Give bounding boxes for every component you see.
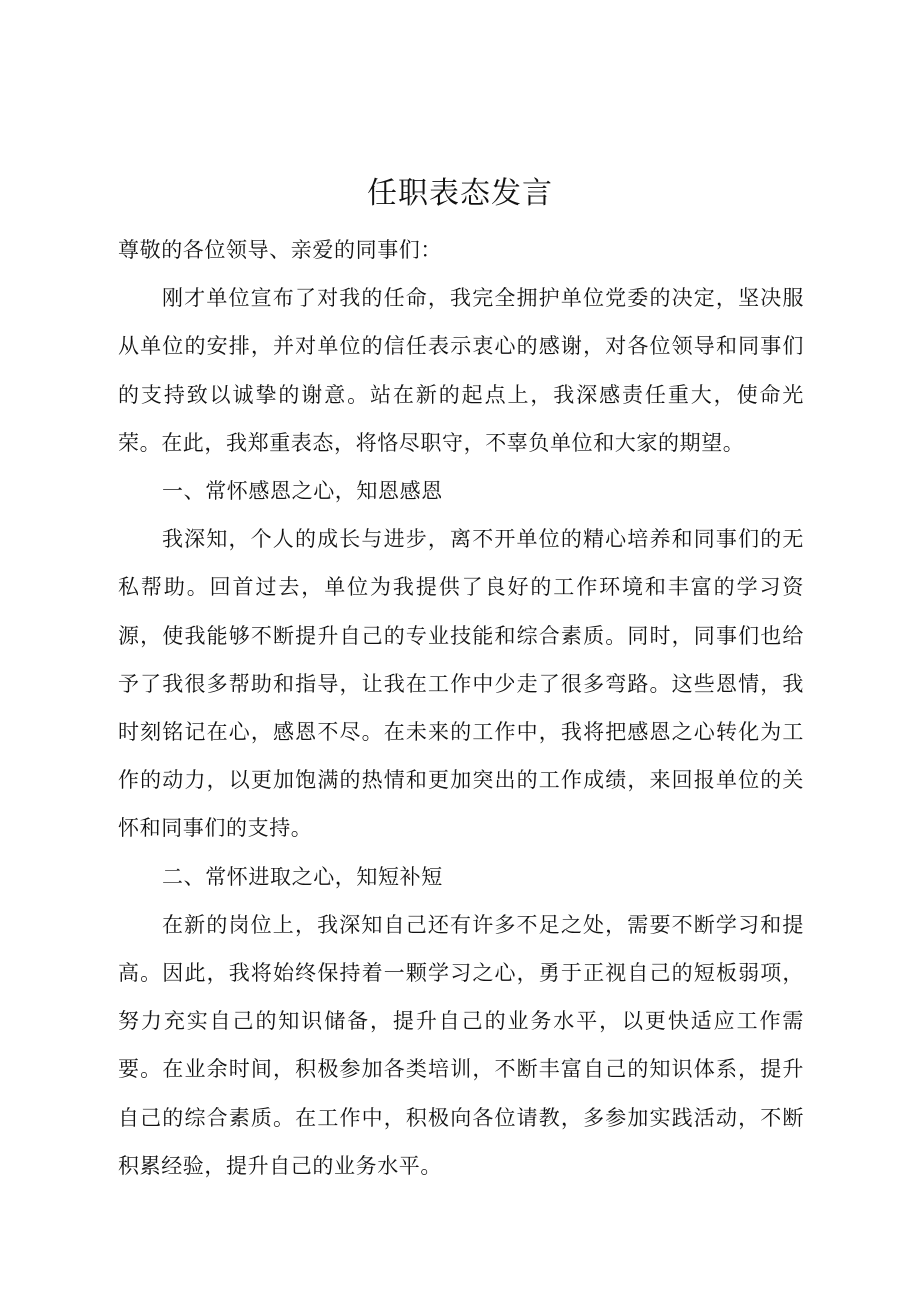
paragraph-intro: 刚才单位宣布了对我的任命，我完全拥护单位党委的决定，坚决服从单位的安排，并对单位的信任表示衷心的感谢，对各位领导和同事们的支持致以诚挚的谢意。站在新的起点上，我深感责任重大，使命光荣。在此，我郑重表态，将恪尽职守，不辜负单位和大家的期望。 xyxy=(118,286,804,455)
section-heading-1: 一、常怀感恩之心，知恩感恩 xyxy=(162,479,443,504)
salutation: 尊敬的各位领导、亲爱的同事们： xyxy=(118,238,442,262)
paragraph-section-2: 在新的岗位上，我深知自己还有许多不足之处，需要不断学习和提高。因此，我将始终保持着一颗学习之心，勇于正视自己的短板弱项，努力充实自己的知识储备，提升自己的业务水平，以更快适应工作需要。在业余时间，积极参加各类培训，不断丰富自己的知识体系，提升自己的综合素质。在工作中，积极向各位请教，多参加实践活动，不断积累经验，提升自己的业务水平。 xyxy=(118,912,804,1178)
paragraph-section-1: 我深知，个人的成长与进步，离不开单位的精心培养和同事们的无私帮助。回首过去，单位为我提供了良好的工作环境和丰富的学习资源，使我能够不断提升自己的专业技能和综合素质。同时，同事们也给予了我很多帮助和指导，让我在工作中少走了很多弯路。这些恩情，我时刻铭记在心，感恩不尽。在未来的工作中，我将把感恩之心转化为工作的动力，以更加饱满的热情和更加突出的工作成绩，来回报单位的关怀和同事们的支持。 xyxy=(118,527,804,841)
document-title: 任职表态发言 xyxy=(367,176,553,211)
document-body xyxy=(118,226,804,1190)
section-heading-2: 二、常怀进取之心，知短补短 xyxy=(162,864,443,889)
